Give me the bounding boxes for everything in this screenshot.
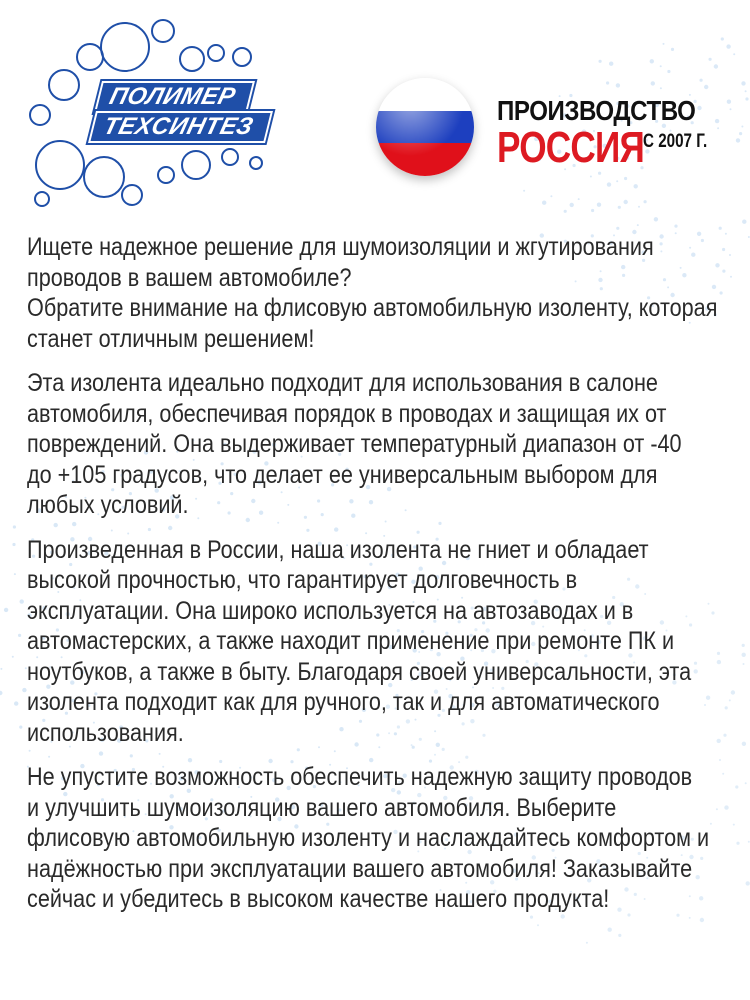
production-label: ПРОИЗВОДСТВО — [497, 95, 696, 126]
production-country: РОССИЯ — [497, 123, 645, 172]
description-paragraph — [27, 535, 727, 749]
paragraph-line: высокой прочностью, что гарантирует долговечность в — [27, 566, 578, 594]
paragraph-line: проводов в вашем автомобиле? — [27, 263, 352, 292]
paragraph-line: Не упустите возможность обеспечить надежную защиту проводов — [27, 763, 693, 791]
description-paragraph — [27, 762, 727, 915]
paragraph-line: эксплуатации. Она широко используется на автозаводах и в — [27, 596, 634, 625]
paragraph-line: Произведенная в России, наша изолента не гниет и обладает — [27, 535, 649, 564]
paragraph-line: повреждений. Она выдерживает температурный диапазон от -40 — [27, 430, 682, 458]
russian-flag-circle-icon — [376, 78, 474, 176]
logo-text-line1: ПОЛИМЕР — [94, 81, 255, 113]
description-paragraph — [27, 368, 727, 521]
paragraph-line: изолента подходит как для ручного, так и для автоматического — [27, 688, 660, 716]
paragraph-line: флисовую автомобильную изоленту и наслаждайтесь комфортом и — [27, 824, 710, 852]
production-since: С 2007 Г. — [643, 131, 708, 152]
description-text — [27, 232, 727, 929]
paragraph-line: автомобиля, обеспечивая порядок в проводах и защищая их от — [27, 399, 667, 428]
production-badge — [497, 96, 737, 170]
paragraph-line: и улучшить шумоизоляцию вашего автомобиля. Выберите — [27, 793, 617, 822]
paragraph-line: использования. — [27, 718, 184, 747]
header — [0, 0, 750, 220]
paragraph-line: Обратите внимание на флисовую автомобильную изоленту, которая — [27, 294, 718, 322]
paragraph-line: ноутбуков, а также в быту. Благодаря своей универсальности, эта — [27, 657, 692, 686]
paragraph-line: до +105 градусов, что делает ее универсальным выбором для — [27, 460, 658, 489]
paragraph-line: станет отличным решением! — [27, 324, 315, 353]
paragraph-line: автомастерских, а также находит применение при ремонте ПК и — [27, 627, 675, 655]
logo-text-line2: ТЕХСИНТЕЗ — [88, 111, 273, 143]
paragraph-line: любых условий. — [27, 491, 189, 519]
paragraph-line: сейчас и убедитесь в высоком качестве нашего продукта! — [27, 885, 610, 913]
paragraph-line: Эта изолента идеально подходит для использования в салоне — [27, 369, 658, 397]
brand-logo — [20, 15, 310, 210]
paragraph-line: надёжностью при эксплуатации вашего автомобиля! Заказывайте — [27, 854, 693, 883]
paragraph-line: Ищете надежное решение для шумоизоляции и жгутирования — [27, 233, 654, 261]
description-paragraph — [27, 232, 727, 354]
